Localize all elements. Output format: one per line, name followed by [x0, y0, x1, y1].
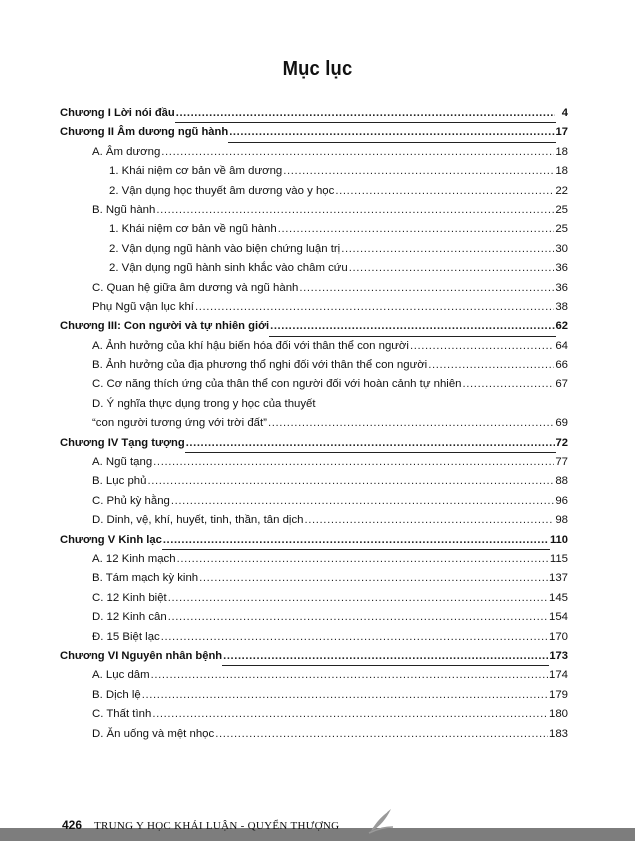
page-title: Mục lục — [282, 58, 353, 80]
toc-entry-row[interactable] — [60, 259, 568, 278]
toc-entry-label: Đ. 15 Biệt lạc — [92, 628, 160, 647]
toc-page-number: 115 — [550, 550, 568, 569]
toc-entry-row[interactable] — [60, 550, 568, 569]
feather-swirl-logo-icon — [365, 805, 395, 835]
toc-entry-label: A. Ngũ tạng — [92, 453, 152, 472]
toc-page-number: 36 — [555, 259, 568, 278]
toc-chapter-row[interactable] — [60, 647, 568, 666]
dot-leader — [195, 298, 554, 317]
toc-page-number: 18 — [555, 162, 568, 181]
toc-entry-label: C. Thất tình — [92, 705, 151, 724]
dot-leader — [168, 608, 548, 627]
toc-entry-row[interactable] — [60, 356, 568, 375]
dot-leader — [268, 414, 554, 433]
toc-page-number: 179 — [549, 686, 568, 705]
dot-leader — [161, 143, 554, 162]
toc-entry-label: A. 12 Kinh mạch — [92, 550, 176, 569]
toc-entry-row[interactable] — [60, 375, 568, 394]
toc-entry-label: D. 12 Kinh cân — [92, 608, 167, 627]
toc-page-number: 145 — [549, 589, 568, 608]
toc-entry-label: D. Dinh, vệ, khí, huyết, tinh, thần, tân dịch — [92, 511, 303, 530]
dot-leader — [151, 666, 548, 685]
toc-entry-label: 2. Vận dụng học thuyết âm dương vào y học — [109, 182, 334, 201]
toc-page-number: 30 — [555, 240, 568, 259]
toc-entry-label: D. Ăn uống và mệt nhọc — [92, 725, 214, 744]
toc-page-number: 64 — [555, 337, 568, 356]
toc-page-number: 96 — [555, 492, 568, 511]
dot-leader — [168, 589, 548, 608]
toc-page-number: 154 — [549, 608, 568, 627]
toc-entry-row[interactable] — [60, 608, 568, 627]
toc-entry-label: B. Ngũ hành — [92, 201, 155, 220]
toc-entry-label: A. Ảnh hưởng của khí hậu biến hóa đối với thân thể con người — [92, 337, 409, 356]
dot-leader — [156, 201, 554, 220]
toc-entry-row[interactable] — [60, 589, 568, 608]
toc-page-number: 137 — [549, 569, 568, 588]
toc-entry-label: C. Cơ năng thích ứng của thân thể con người đối với hoàn cảnh tự nhiên — [92, 375, 462, 394]
toc-entry-label: Phụ Ngũ vận lục khí — [92, 298, 194, 317]
toc-entry-label: 1. Khái niệm cơ bản về ngũ hành — [109, 220, 277, 239]
dot-leader — [428, 356, 554, 375]
toc-entry-row[interactable] — [60, 666, 568, 685]
toc-entry-label: Chương III: Con người và tự nhiên giới — [60, 317, 269, 336]
toc-entry-row[interactable] — [60, 511, 568, 530]
toc-chapter-row[interactable] — [60, 104, 568, 123]
toc-entry-label: 1. Khái niệm cơ bản về âm dương — [109, 162, 282, 181]
toc-chapter-row[interactable] — [60, 434, 568, 453]
toc-page-number: 62 — [556, 317, 568, 336]
toc-entry-label: D. Ý nghĩa thực dụng trong y học của thuyết — [92, 395, 316, 414]
toc-page-number: 4 — [556, 104, 568, 123]
toc-page-number: 183 — [549, 725, 568, 744]
dot-leader — [163, 531, 549, 550]
book-title: TRUNG Y HỌC KHÁI LUẬN - QUYỂN THƯỢNG — [94, 820, 340, 832]
toc-entry-row[interactable] — [60, 686, 568, 705]
toc-entry-row[interactable] — [60, 240, 568, 259]
toc-entry-label: B. Dịch lệ — [92, 686, 141, 705]
dot-leader — [283, 162, 554, 181]
toc-page-number: 36 — [555, 279, 568, 298]
toc-entry-row[interactable] — [60, 705, 568, 724]
toc-chapter-row[interactable] — [60, 317, 568, 336]
toc-entry-label: Chương V Kinh lạc — [60, 531, 162, 550]
toc-entry-row[interactable] — [60, 220, 568, 239]
dot-leader — [199, 569, 548, 588]
toc-page-number: 66 — [555, 356, 568, 375]
toc-entry-label: 2. Vận dụng ngũ hành vào biện chứng luận trị — [109, 240, 340, 259]
toc-entry-row[interactable] — [60, 337, 568, 356]
dot-leader — [299, 279, 554, 298]
toc-entry-label: Chương IV Tạng tượng — [60, 434, 185, 453]
toc-entry-label: C. Phủ kỳ hằng — [92, 492, 170, 511]
toc-entry-row[interactable] — [60, 298, 568, 317]
toc-page-number: 98 — [555, 511, 568, 530]
dot-leader — [171, 492, 554, 511]
toc-entry-label: C. 12 Kinh biệt — [92, 589, 167, 608]
dot-leader — [177, 550, 549, 569]
toc-page-number: 174 — [549, 666, 568, 685]
toc-entry-label: B. Lục phủ — [92, 472, 146, 491]
dot-leader — [152, 705, 548, 724]
toc-entry-label: B. Tám mạch kỳ kinh — [92, 569, 198, 588]
toc-entry-row[interactable] — [60, 453, 568, 472]
dot-leader — [349, 259, 555, 278]
dot-leader — [229, 123, 554, 142]
dot-leader — [278, 220, 555, 239]
toc-page-number: 67 — [555, 375, 568, 394]
toc-entry-label: “con người tương ứng với trời đất” — [92, 414, 267, 433]
dot-leader — [215, 725, 548, 744]
toc-entry-label: 2. Vận dụng ngũ hành sinh khắc vào châm cứu — [109, 259, 348, 278]
toc-entry-row[interactable] — [60, 279, 568, 298]
toc-entry-label: C. Quan hệ giữa âm dương và ngũ hành — [92, 279, 298, 298]
dot-leader — [335, 182, 554, 201]
page-number: 426 — [62, 818, 83, 832]
toc-entry-row[interactable] — [60, 201, 568, 220]
dot-leader — [463, 375, 555, 394]
toc-chapter-row[interactable] — [60, 531, 568, 550]
toc-entry-label: A. Lục dâm — [92, 666, 150, 685]
toc-chapter-row[interactable] — [60, 123, 568, 142]
toc-entry-label: B. Ảnh hưởng của địa phương thổ nghi đối với thân thể con người — [92, 356, 427, 375]
toc-entry-row[interactable] — [60, 162, 568, 181]
toc-page-number: 25 — [555, 220, 568, 239]
toc-page-number: 69 — [555, 414, 568, 433]
toc-entry-row[interactable] — [60, 725, 568, 744]
toc-page-number: 72 — [556, 434, 568, 453]
toc-entry-row[interactable] — [60, 395, 568, 414]
toc-page-number: 22 — [555, 182, 568, 201]
toc-entry-row[interactable] — [60, 628, 568, 647]
toc-page-number: 38 — [555, 298, 568, 317]
toc-entry-row[interactable] — [60, 472, 568, 491]
page-footer — [62, 818, 339, 832]
dot-leader — [142, 686, 548, 705]
table-of-contents — [60, 104, 568, 744]
toc-page-number: 88 — [555, 472, 568, 491]
dot-leader — [153, 453, 554, 472]
toc-entry-row[interactable] — [60, 492, 568, 511]
toc-page-number: 77 — [555, 453, 568, 472]
toc-page-number: 17 — [556, 123, 568, 142]
dot-leader — [341, 240, 554, 259]
toc-entry-row[interactable] — [60, 414, 568, 433]
toc-entry-row[interactable] — [60, 143, 568, 162]
toc-entry-label: Chương I Lời nói đầu — [60, 104, 175, 123]
toc-page-number: 173 — [549, 647, 568, 666]
toc-page-number: 170 — [549, 628, 568, 647]
toc-entry-label: Chương VI Nguyên nhân bệnh — [60, 647, 222, 666]
toc-entry-label: Chương II Âm dương ngũ hành — [60, 123, 228, 142]
toc-entry-label: A. Âm dương — [92, 143, 160, 162]
dot-leader — [270, 317, 554, 336]
dot-leader — [176, 104, 555, 123]
toc-page-number: 180 — [549, 705, 568, 724]
dot-leader — [223, 647, 548, 666]
dot-leader — [147, 472, 554, 491]
dot-leader — [161, 628, 548, 647]
toc-page-number: 18 — [555, 143, 568, 162]
toc-page-number: 110 — [550, 531, 568, 550]
dot-leader — [186, 434, 555, 453]
dot-leader — [304, 511, 554, 530]
dot-leader — [410, 337, 554, 356]
toc-page-number: 25 — [555, 201, 568, 220]
toc-entry-row[interactable] — [60, 182, 568, 201]
toc-entry-row[interactable] — [60, 569, 568, 588]
